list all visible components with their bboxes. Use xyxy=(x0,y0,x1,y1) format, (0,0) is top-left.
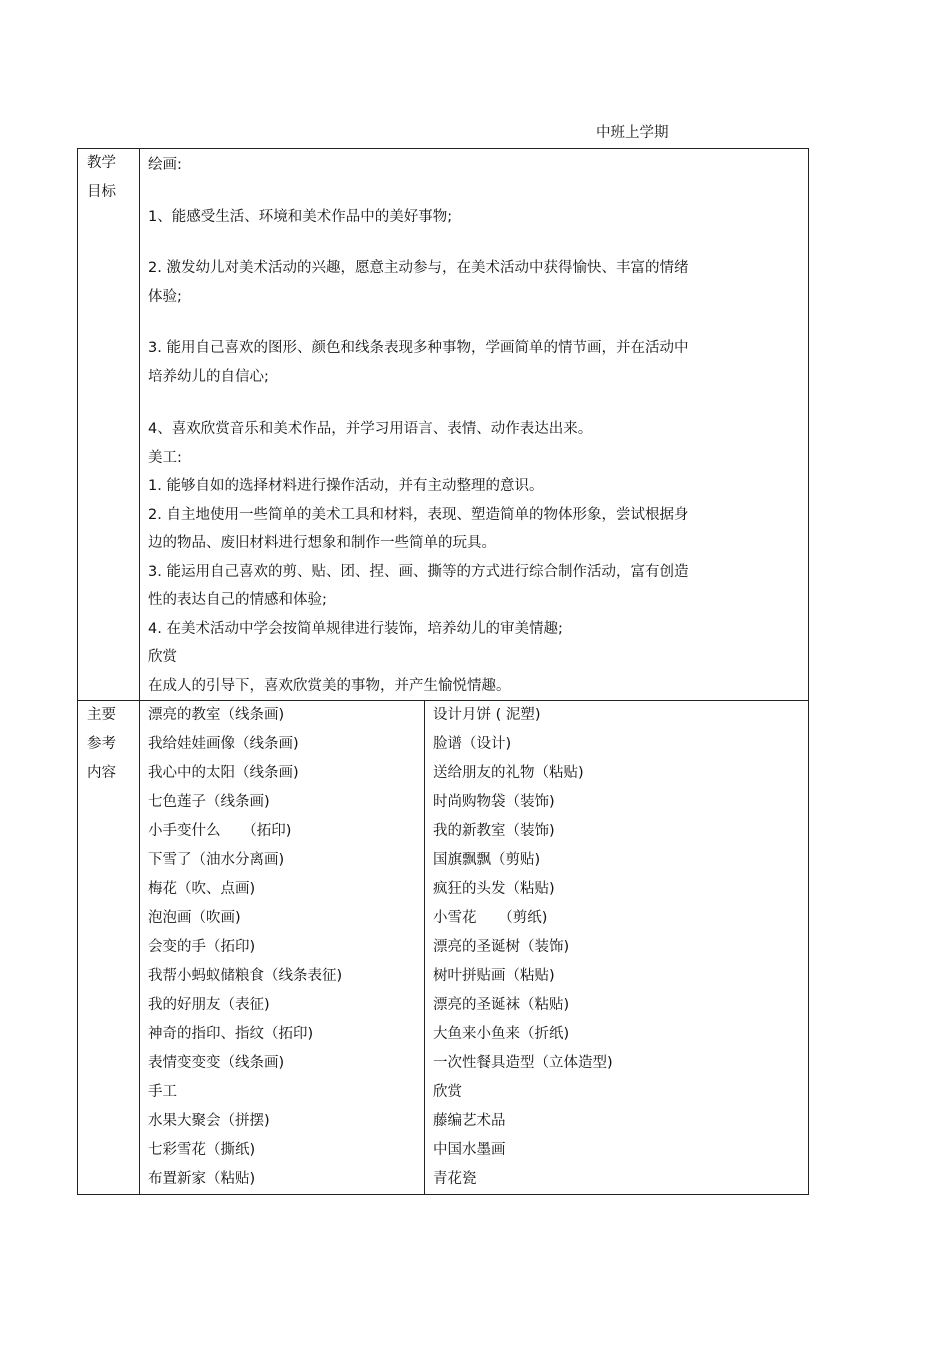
goals-label-cell xyxy=(78,149,140,701)
list-item: 树叶拼贴画（粘贴) xyxy=(433,968,555,984)
goal-item: 4. 在美术活动中学会按简单规律进行装饰，培养幼儿的审美情趣; xyxy=(148,620,563,637)
goal-item: 在成人的引导下，喜欢欣赏美的事物，并产生愉悦情趣。 xyxy=(148,677,511,694)
list-item: 神奇的指印、指纹（拓印) xyxy=(148,1026,314,1042)
list-item: 中国水墨画 xyxy=(433,1142,506,1158)
list-item: 我的新教室（装饰) xyxy=(433,823,555,839)
contents-label-line: 参考 xyxy=(87,736,116,752)
goal-item: 2. 激发幼儿对美术活动的兴趣，愿意主动参与，在美术活动中获得愉快、丰富的情绪 xyxy=(148,260,689,276)
list-item: 小雪花 （剪纸) xyxy=(433,910,548,926)
list-item: 漂亮的教室（线条画) xyxy=(148,707,285,723)
list-item: 国旗飘飘（剪贴) xyxy=(433,852,541,868)
list-section-heading: 欣赏 xyxy=(433,1084,462,1100)
list-item: 藤编艺术品 xyxy=(433,1113,506,1129)
contents-label-line: 主要 xyxy=(87,707,116,723)
list-item: 送给朋友的礼物（粘贴) xyxy=(433,765,584,781)
goal-item-continued: 边的物品、废旧材料进行想象和制作一些简单的玩具。 xyxy=(148,535,496,551)
list-item: 表情变变变（线条画) xyxy=(148,1055,285,1071)
goal-item: 1. 能够自如的选择材料进行操作活动，并有主动整理的意识。 xyxy=(148,478,544,494)
goal-item: 3. 能运用自己喜欢的剪、贴、团、捏、画、撕等的方式进行综合制作活动，富有创造 xyxy=(148,563,689,580)
list-item: 七彩雪花（撕纸) xyxy=(148,1142,256,1158)
list-item: 七色莲子（线条画) xyxy=(148,794,270,810)
contents-label-line: 内容 xyxy=(87,765,116,781)
list-item: 青花瓷 xyxy=(433,1171,477,1187)
list-item: 泡泡画（吹画) xyxy=(148,910,241,926)
list-item: 水果大聚会（拼摆) xyxy=(148,1113,270,1129)
list-item: 小手变什么 （拓印) xyxy=(148,823,292,839)
goal-item-continued: 性的表达自己的情感和体验; xyxy=(148,592,327,608)
goal-item: 3. 能用自己喜欢的图形、颜色和线条表现多种事物，学画简单的情节画，并在活动中 xyxy=(148,340,689,356)
contents-row xyxy=(78,701,809,1195)
goals-label-line: 教学 xyxy=(87,155,116,171)
goals-content-cell xyxy=(140,149,809,701)
term-label: 中班上学期 xyxy=(596,125,669,141)
activity-list-b xyxy=(425,701,809,1195)
activity-list-a xyxy=(140,701,425,1195)
list-item: 下雪了（油水分离画) xyxy=(148,852,285,868)
list-item: 大鱼来小鱼来（折纸) xyxy=(433,1026,570,1042)
list-item: 漂亮的圣诞树（装饰) xyxy=(433,939,570,955)
list-item: 时尚购物袋（装饰) xyxy=(433,794,555,810)
goal-item: 4、喜欢欣赏音乐和美术作品，并学习用语言、表情、动作表达出来。 xyxy=(148,421,593,437)
list-item: 会变的手（拓印) xyxy=(148,939,256,955)
list-item: 布置新家（粘贴) xyxy=(148,1171,256,1187)
list-item: 疯狂的头发（粘贴) xyxy=(433,881,555,897)
list-item: 我帮小蚂蚁储粮食（线条表征) xyxy=(148,968,343,984)
list-item: 漂亮的圣诞袜（粘贴) xyxy=(433,997,570,1013)
goals-row xyxy=(78,149,809,701)
appreciation-heading: 欣赏 xyxy=(148,649,177,665)
goal-item-continued: 培养幼儿的自信心; xyxy=(148,368,269,385)
list-item: 一次性餐具造型（立体造型) xyxy=(433,1055,613,1071)
goal-item: 1、能感受生活、环境和美术作品中的美好事物; xyxy=(148,208,453,225)
list-item: 我给娃娃画像（线条画) xyxy=(148,736,299,752)
goal-item-continued: 体验; xyxy=(148,288,182,305)
goal-item: 2. 自主地使用一些简单的美术工具和材料，表现、塑造简单的物体形象，尝试根据身 xyxy=(148,506,689,523)
list-item: 脸谱（设计) xyxy=(433,736,512,752)
list-item: 我心中的太阳（线条画) xyxy=(148,765,299,781)
painting-heading: 绘画: xyxy=(148,157,182,173)
list-section-heading: 手工 xyxy=(148,1084,177,1100)
craft-heading: 美工: xyxy=(148,449,182,466)
contents-label-cell xyxy=(78,701,140,1195)
curriculum-table xyxy=(77,148,809,1195)
list-item: 设计月饼 ( 泥塑) xyxy=(433,707,541,723)
list-item: 我的好朋友（表征) xyxy=(148,997,270,1013)
goals-label-line: 目标 xyxy=(87,184,116,200)
list-item: 梅花（吹、点画) xyxy=(148,881,256,897)
